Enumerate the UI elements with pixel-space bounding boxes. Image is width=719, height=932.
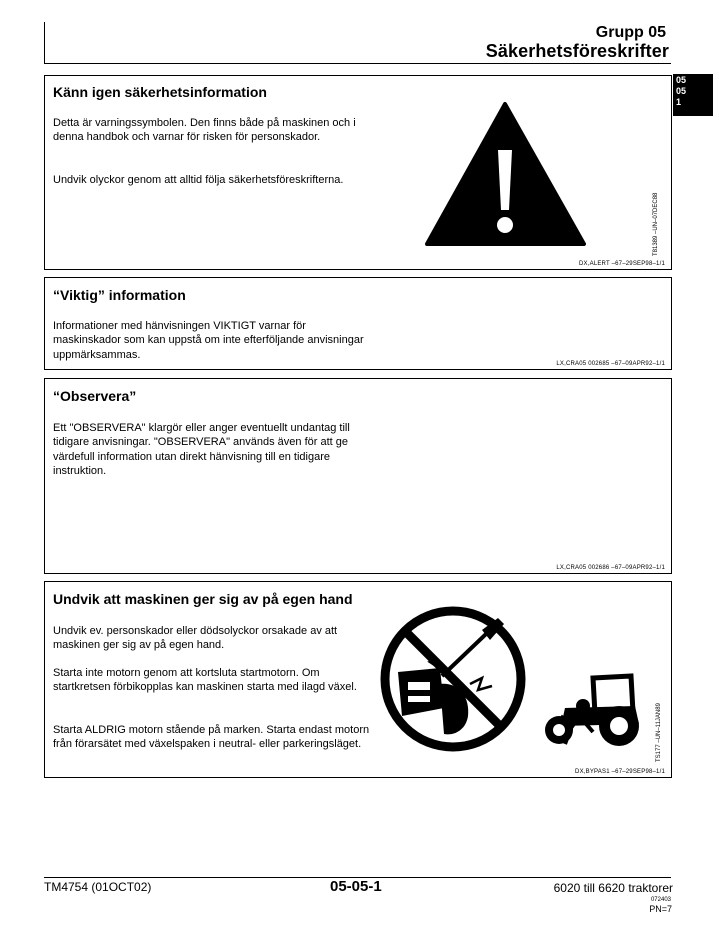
section-avoid-runaway	[44, 581, 672, 778]
reference-code: LX,CRA05 002686 –67–09APR92–1/1	[556, 565, 665, 571]
no-bypass-start-icon	[378, 604, 528, 754]
section-note	[44, 378, 672, 574]
section-paragraph: Detta är varningssymbolen. Den finns både på maskinen och i denna handbok och varnar för risken för personskador.	[53, 117, 356, 144]
safety-alert-icon	[425, 98, 587, 250]
section-paragraph: Ett "OBSERVERA" klargör eller anger eventuellt undantag till tidigare anvisningar. "OBSERVERA" används även för att ge värdefull information utan direkt hänvisning till en tidigare instruktion.	[53, 422, 350, 477]
tab-line: 05	[676, 75, 687, 85]
section-tab	[673, 74, 713, 116]
reference-code: LX,CRA05 002685 –67–09APR92–1/1	[556, 361, 665, 367]
image-code: TS177 –UN–11JAN89	[656, 703, 662, 762]
section-heading: “Observera”	[53, 388, 137, 404]
tractor-runaway-icon	[535, 672, 645, 750]
section-safety-info	[44, 75, 672, 270]
footer-page-number: 05-05-1	[330, 878, 382, 895]
page-title: Säkerhetsföreskrifter	[485, 41, 669, 61]
section-paragraph: Undvik ev. personskador eller dödsolyckor orsakade av att maskinen ger sig av på egen hand.	[53, 625, 338, 652]
image-code: T81389 –UN–07DEC88	[653, 192, 659, 256]
header-bottom-rule	[44, 63, 671, 64]
section-paragraph: Starta inte motorn genom att kortsluta startmotorn. Om startkretsen förbikopplas kan maskinen starta med ilagd växel.	[53, 667, 357, 694]
section-important-info	[44, 277, 672, 370]
section-paragraph: Starta ALDRIG motorn stående på marken. Starta endast motorn från förarsätet med växelspaken i neutral- eller parkeringsläget.	[53, 724, 370, 751]
reference-code: DX,ALERT –67–29SEP98–1/1	[579, 261, 665, 267]
footer-doc-id: TM4754 (01OCT02)	[44, 880, 152, 894]
reference-code: DX,BYPAS1 –67–29SEP98–1/1	[575, 769, 665, 775]
tab-line: 05	[676, 86, 687, 96]
section-heading: Undvik att maskinen ger sig av på egen hand	[53, 591, 353, 607]
section-paragraph: Undvik olyckor genom att alltid följa säkerhetsföreskrifterna.	[53, 174, 344, 186]
footer-code: 072403	[650, 897, 671, 903]
section-paragraph: Informationer med hänvisningen VIKTIGT varnar för maskinskador som kan uppstå om inte efterföljande anvisningar uppmärksammas.	[53, 320, 364, 361]
section-heading: “Viktig” information	[53, 287, 186, 303]
group-label: Grupp 05	[595, 24, 666, 41]
section-heading: Känn igen säkerhetsinformation	[53, 84, 267, 100]
tab-line: 1	[676, 97, 682, 107]
footer-pn: PN=7	[649, 904, 672, 914]
footer-model: 6020 till 6620 traktorer	[553, 881, 673, 895]
header-left-rule	[44, 22, 45, 64]
